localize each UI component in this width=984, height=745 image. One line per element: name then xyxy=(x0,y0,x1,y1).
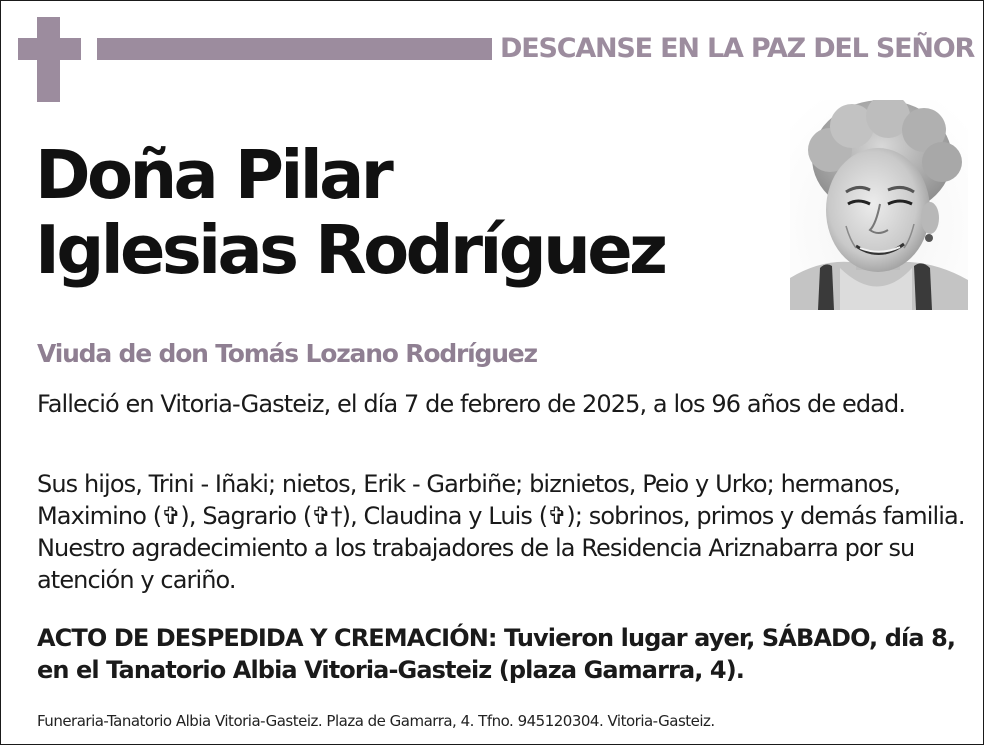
deceased-name-line1: Doña Pilar xyxy=(35,136,391,214)
portrait-photo xyxy=(790,100,968,310)
family-paragraph: Sus hijos, Trini - Iñaki; nietos, Erik - Garbiñe; biznietos, Peio y Urko; hermanos, Maximino (✞), Sagrario (✞†), Claudina y Luis (✞); sobrinos, primos y demás familia. Nuestro agradecimiento a los trabajadores de la Residencia Ariznabarra por su atención y cariño. xyxy=(37,470,965,594)
deceased-name-line2: Iglesias Rodríguez xyxy=(35,211,665,289)
portrait-illustration xyxy=(790,100,968,310)
funeral-home-footer: Funeraria-Tanatorio Albia Vitoria-Gasteiz. Plaza de Gamarra, 4. Tfno. 945120304. Vitoria-Gasteiz. xyxy=(37,712,715,730)
widow-of-line: Viuda de don Tomás Lozano Rodríguez xyxy=(37,339,537,368)
header-title: DESCANSE EN LA PAZ DEL SEÑOR xyxy=(500,33,975,64)
death-notice-paragraph: Falleció en Vitoria-Gasteiz, el día 7 de febrero de 2025, a los 96 años de edad. xyxy=(37,390,906,418)
ceremony-paragraph: ACTO DE DESPEDIDA Y CREMACIÓN: Tuvieron lugar ayer, SÁBADO, día 8, en el Tanatorio Albia Vitoria-Gasteiz (plaza Gamarra, 4). xyxy=(37,624,956,684)
header-rule xyxy=(97,38,492,60)
cross-horizontal-bar xyxy=(18,38,81,60)
